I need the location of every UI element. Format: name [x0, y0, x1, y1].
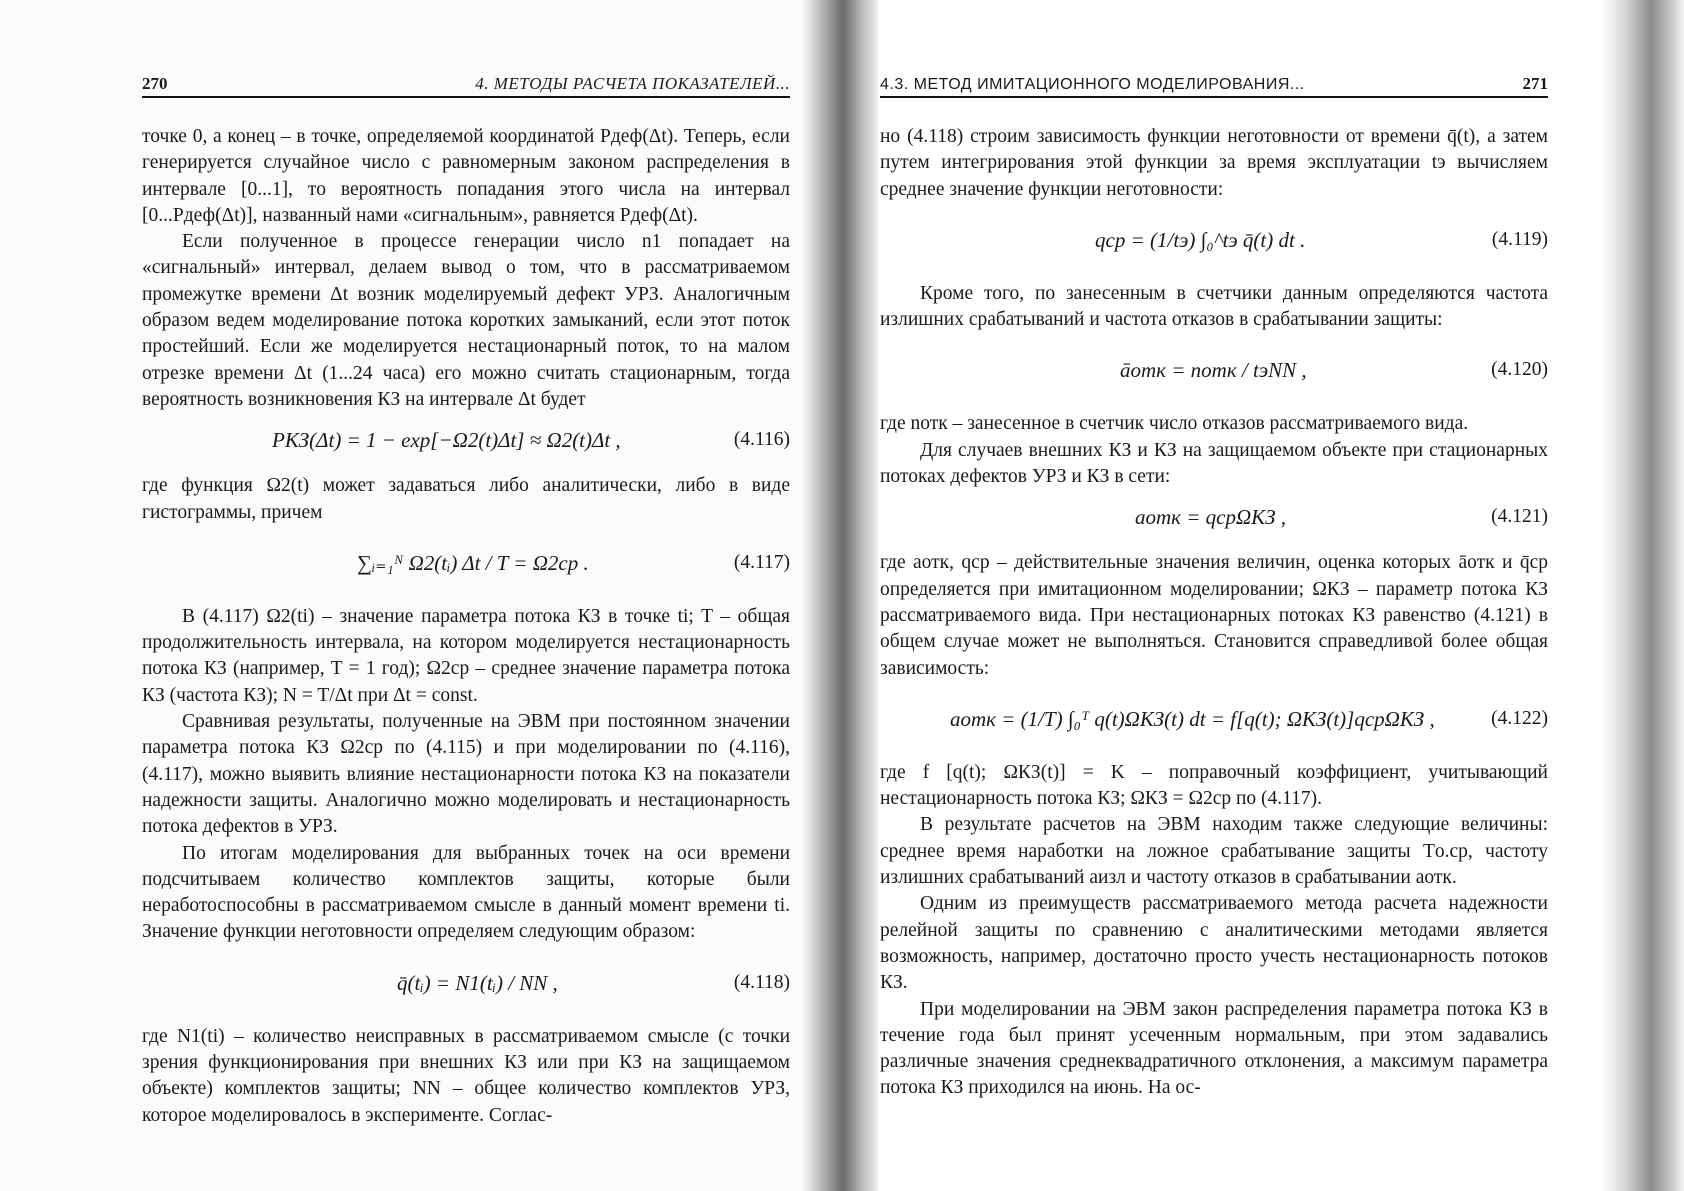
left-page-number: 270	[142, 74, 168, 93]
equation-number: (4.117)	[733, 551, 790, 573]
left-running-header	[142, 70, 790, 98]
paragraph: Одним из преимуществ рассматриваемого метода расчета надежности релейной защиты по сравнению с аналитическими методами является возможность, например, достаточно просто учесть нестационарность потоков КЗ.	[880, 893, 1548, 994]
formula-4-120	[880, 333, 1548, 411]
formula-4-116	[142, 413, 790, 473]
right-page-number: 271	[1522, 74, 1548, 93]
formula-4-122	[880, 682, 1548, 760]
paragraph: где N1(ti) – количество неисправных в рассматриваемом смысле (с точки зрения функционирования при внешних КЗ или при КЗ на защищаемом объекте) комплектов защиты; NN – общее количество комплектов УРЗ, которое моделировалось в эксперименте. Соглас-	[142, 1025, 790, 1126]
paragraph: По итогам моделирования для выбранных точек на оси времени подсчитываем количество комплектов защиты, которые были неработоспособны в рассматриваемом смысле в данный момент времени ti. Значение функции неготовности определяем следующим образом:	[142, 842, 790, 943]
paragraph: точке 0, а конец – в точке, определяемой координатой Pдеф(Δt). Теперь, если генерируется случайное число с равномерным законом распределения в интервале [0...1], то вероятность попадания этого числа на интервал [0...Pдеф(Δt)], названный нами «сигнальным», равняется Pдеф(Δt).	[142, 126, 790, 226]
paragraph: Кроме того, по занесенным в счетчики данным определяются частота излишних срабатываний и частота отказов в срабатывании защиты:	[880, 282, 1548, 331]
left-text-column	[142, 124, 790, 1129]
paragraph: Для случаев внешних КЗ и КЗ на защищаемом объекте при стационарных потоках дефектов УРЗ и КЗ в сети:	[880, 439, 1548, 488]
paragraph: где aотк, qср – действительные значения величин, оценка которых āотк и q̄ср определяется при имитационном моделировании; ΩКЗ – параметр потока КЗ рассматриваемого вида. При нестационарных потоках КЗ равенство (4.121) в общем случае может не выполняться. Становится справедливой более общая зависимость:	[880, 552, 1548, 679]
paragraph: В результате расчетов на ЭВМ находим также следующие величины: среднее время наработки на ложное срабатывание защиты Tо.ср, частоту излишних срабатываний aизл и частоту отказов в срабатывании aотк.	[880, 814, 1548, 889]
equation-number: (4.119)	[1491, 228, 1548, 250]
right-page	[812, 0, 1612, 1191]
equation-number: (4.121)	[1491, 506, 1548, 528]
left-running-title: 4. МЕТОДЫ РАСЧЕТА ПОКАЗАТЕЛЕЙ...	[475, 74, 790, 93]
right-text-column	[880, 124, 1548, 1102]
formula-4-118	[142, 946, 790, 1024]
formula-expression: qср = (1/tэ) ∫₀^tэ q̄(t) dt .	[1095, 227, 1306, 252]
paragraph: где функция Ω2(t) может задаваться либо аналитически, либо в виде гистограммы, причем	[142, 475, 790, 523]
formula-expression: ∑ᵢ₌₁ᴺ Ω2(tᵢ) Δt / T = Ω2ср .	[357, 550, 589, 575]
formula-4-117	[142, 526, 790, 604]
paragraph: где f [q(t); ΩКЗ(t)] = K – поправочный коэффициент, учитывающий нестационарность потока КЗ; ΩКЗ = Ω2ср по (4.117).	[880, 761, 1548, 810]
formula-expression: aотк = qсрΩКЗ ,	[1135, 505, 1287, 530]
paragraph: но (4.118) строим зависимость функции неготовности от времени q̄(t), а затем путем интегрирования этой функции за время эксплуатации tэ вычисляем среднее значение функции неготовности:	[880, 126, 1548, 200]
page-edge-shadow	[1602, 0, 1684, 1191]
formula-expression: āотк = nотк / tэNN ,	[1120, 358, 1307, 383]
formula-expression: q̄(tᵢ) = N1(tᵢ) / NN ,	[397, 970, 558, 995]
right-running-header	[880, 70, 1548, 98]
equation-number: (4.118)	[733, 971, 790, 993]
paragraph: Если полученное в процессе генерации число n1 попадает на «сигнальный» интервал, делаем вывод о том, что в рассматриваемом промежутке времени Δt возник моделируемый дефект УРЗ. Аналогичным образом ведем моделирование потока коротких замыканий, если этот поток простейший. Если же моделируется нестационарный поток, то на малом отрезке времени Δt (1...24 часа) его можно считать стационарным, тогда вероятность возникновения КЗ на интервале Δt будет	[142, 231, 790, 410]
equation-number: (4.122)	[1491, 707, 1548, 729]
formula-expression: aотк = (1/T) ∫₀ᵀ q(t)ΩКЗ(t) dt = f[q(t); ΩКЗ(t)]qсрΩКЗ ,	[950, 706, 1435, 731]
paragraph: При моделировании на ЭВМ закон распределения параметра потока КЗ в течение года был принят усеченным нормальным, при этом задавались различные значения среднеквадратичного отклонения, а максимум параметра потока КЗ приходился на июнь. На ос-	[880, 998, 1548, 1099]
formula-expression: PКЗ(Δt) = 1 − exp[−Ω2(t)Δt] ≈ Ω2(t)Δt ,	[272, 428, 621, 453]
paragraph: где nотк – занесенное в счетчик число отказов рассматриваемого вида.	[880, 413, 1469, 435]
paragraph: В (4.117) Ω2(ti) – значение параметра потока КЗ в точке ti; T – общая продолжительность интервала, на котором моделируется нестационарность потока КЗ (например, T = 1 год); Ω2ср – среднее значение параметра потока КЗ (частота КЗ); N = T/Δt при Δt = const.	[142, 605, 790, 706]
paragraph: Сравнивая результаты, полученные на ЭВМ при постоянном значении параметра потока КЗ Ω2ср по (4.115) и при моделировании по (4.116), (4.117), можно выявить влияние нестационарности потока КЗ на показатели надежности защиты. Аналогично можно моделировать и нестационарность потока дефектов в УРЗ.	[142, 711, 790, 838]
left-page	[0, 0, 812, 1191]
equation-number: (4.116)	[733, 429, 790, 451]
formula-4-121	[880, 490, 1548, 550]
equation-number: (4.120)	[1491, 359, 1548, 381]
formula-4-119	[880, 203, 1548, 281]
right-running-title: 4.3. МЕТОД ИМИТАЦИОННОГО МОДЕЛИРОВАНИЯ...	[880, 76, 1305, 93]
